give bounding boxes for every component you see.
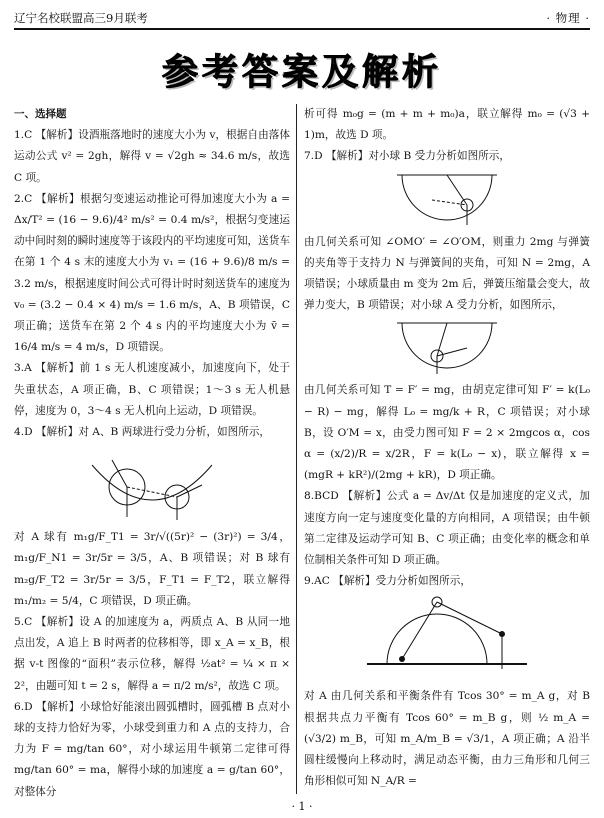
- answer-9: 9.AC 【解析】受力分析如图所示，: [304, 575, 471, 588]
- section-heading: 一、选择题: [14, 108, 67, 120]
- figure-q4-two-balls: [82, 445, 222, 525]
- answer-4: 4.D 【解析】对 A、B 两球进行受力分析，如图所示，: [14, 426, 271, 439]
- answer-7: 7.D 【解析】对小球 B 受力分析如图所示，: [304, 150, 510, 163]
- figure-q7-bowl-1: [377, 170, 517, 230]
- figure-q9-half-cylinder: [357, 594, 537, 684]
- header: [14, 8, 590, 30]
- figure-q7-bowl-2: [377, 318, 517, 378]
- answer-8: 8.BCD 【解析】公式 a = Δv/Δt 仅是加速度的定义式，加速度方向一定与速度变化量的方向相同，A 项错误；由牛顿第二定律及运动学可知 B、C 项正确；由变化率的概念和单位制相关条件可知 D 项正确。: [304, 490, 590, 567]
- subject-label: · 物理 ·: [546, 11, 590, 25]
- column-divider: [296, 104, 297, 794]
- page-number: · 1 ·: [291, 800, 313, 813]
- left-column: [14, 104, 290, 803]
- answer-7-solution: 由几何关系可知 T = F′ = mg，由胡克定律可知 F′ = k(L₀ − R) − mg，解得 L₀ = mg/k + R，C 项错误；对小球 B，设 O′M = x，由受力图可知 F = 2 × 2mgcos α，cos α = (x/2)/R = x/2R，F = k(L₀ − x)，联立解得 x = (mgR + kR²)/(2mg + kR)，D 项正确。: [304, 384, 590, 482]
- page-title: 参考答案及解析: [161, 52, 442, 93]
- answer-2: 2.C 【解析】根据匀变速运动推论可得加速度大小为 a = Δx/T² = (16 − 9.6)/4² m/s² = 0.4 m/s²，根据匀变速运动中间时刻的瞬时速度等于该段内的平均速度可知，送货车在第 1 个 4 s 末的速度大小为 v₁ = (16 + 9.6)/8 m/s = 3.2 m/s，根据速度时间公式可得计时时刻送货车的速度为 v₀ = (3.2 − 0.4 × 4) m/s = 1.6 m/s，A、B 项错误，C 项正确；送货车在第 2 个 4 s 内的平均速度大小为 v̄ = 16/4 m/s = 4 m/s，D 项错误。: [14, 192, 290, 354]
- answer-9-cont: 对 A 由几何关系和平衡条件有 Tcos 30° = m_A g，对 B 根据共点力平衡有 Tcos 60° = m_B g，则 ½ m_A = (√3/2) m_B，可知 m_A/m_B = √3/1，A 项正确；A 沿半圆柱缓慢向上移动时，满足动态平衡，由力三角形和几何三角形相似可知 N_A/R =: [304, 690, 590, 788]
- right-column: [304, 104, 590, 792]
- answer-3: 3.A 【解析】前 1 s 无人机速度减小，加速度向下，处于失重状态，A 项正确，B、C 项错误；1～3 s 无人机悬停，速度为 0，3～4 s 无人机向上运动，D 项错误。: [14, 362, 290, 417]
- exam-name: 辽宁名校联盟高三9月联考: [14, 11, 148, 25]
- answer-4-cont: 对 A 球有 m₁g/F_T1 = 3r/√((5r)² − (3r)²) = 3/4，m₁g/F_N1 = 3r/5r = 3/5，A、B 项错误；对 B 球有 m₂g/F_T2 = 3r/5r = 3/5，F_T1 = F_T2，联立解得 m₁/m₂ = 5/4，C 项错误，D 项正确。: [14, 531, 290, 607]
- answer-5: 5.C 【解析】设 A 的加速度为 a，两质点 A、B 从同一地点出发，A 追上 B 时两者的位移相等，即 x_A = x_B，根据 v-t 图像的“面积”表示位移，解得 ½at² = ¼ × π × 2²，由题可知 t = 2 s，解得 a = π/2 m/s²，故选 C 项。: [14, 616, 290, 692]
- answer-6: 6.D 【解析】小球恰好能滚出圆弧槽时，圆弧槽 B 点对小球的支持力恰好为零，小球受到重力和 A 点的支持力，合力为 F = mg/tan 60°，对小球运用牛顿第二定律可得 mg/tan 60° = ma，解得小球的加速度 a = g/tan 60°，对整体分: [14, 700, 290, 798]
- answer-6-cont: 析可得 m₀g = (m + m + m₀)a，联立解得 m₀ = (√3 + 1)m，故选 D 项。: [304, 108, 590, 142]
- answer-7-cont: 由几何关系可知 ∠OMO′ = ∠O′OM，则重力 2mg 与弹簧的夹角等于支持力 N 与弹簧间的夹角，可知 N = 2mg，A 项错误；小球质量由 m 变为 2m 后，弹簧压缩量会变大，故弹力变大，B 项错误；对小球 A 受力分析，如图所示，: [304, 235, 590, 312]
- answer-1: 1.C 【解析】设酒瓶落地时的速度大小为 v，根据自由落体运动公式 v² = 2gh，解得 v = √2gh ≈ 34.6 m/s，故选 C 项。: [14, 129, 290, 184]
